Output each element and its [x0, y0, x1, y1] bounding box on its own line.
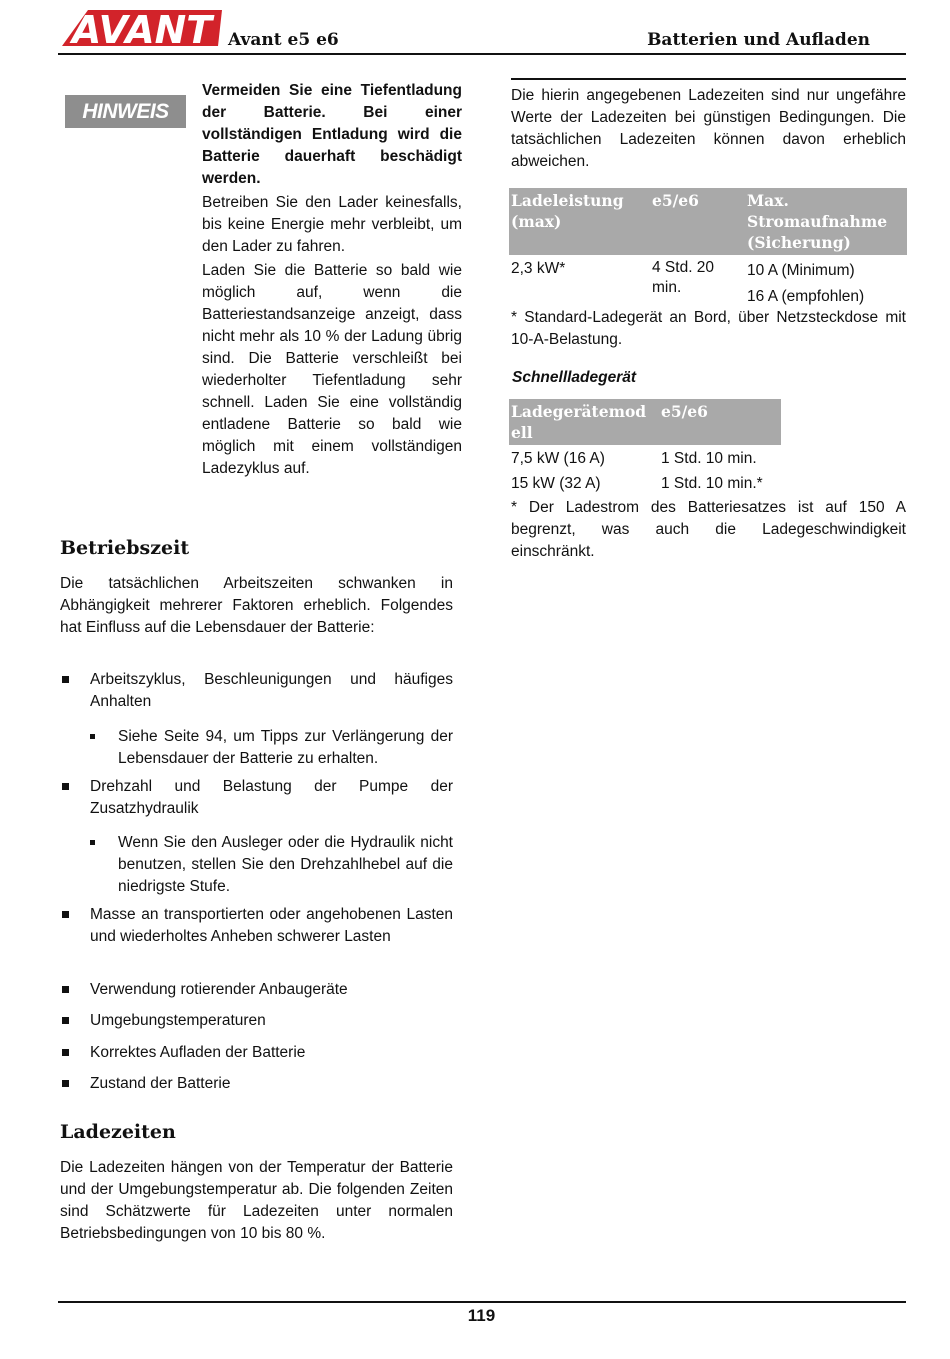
- table-header-row: [509, 188, 907, 255]
- bullet-list: [60, 669, 453, 713]
- hinweis-badge: HINWEIS: [65, 95, 186, 128]
- ladezeiten-text: Die Ladezeiten hängen von der Temperatur der Batterie und der Umgebungstemperatur ab. Die folgenden Zeiten sind Schätzwerte für Ladezeiten unter normalen Betriebsbedingungen von 10 bis 80 %.: [60, 1159, 453, 1242]
- header-model: Avant e5 e6: [228, 30, 339, 50]
- table-header-cell: Ladegerätemod ell: [509, 399, 659, 445]
- brand-text: AVANT: [69, 8, 216, 48]
- footnote-2: * Der Ladestrom des Batteriesatzes ist auf 150 A begrenzt, was auch die Ladegeschwindigkeit einschränkt.: [511, 499, 906, 560]
- heading-ladezeiten: Ladezeiten: [60, 1121, 176, 1143]
- table-header-cell: Ladeleistung (max): [509, 188, 650, 255]
- sub-list-item: Siehe Seite 94, um Tipps zur Verlängerung der Lebensdauer der Batterie zu erhalten.: [60, 726, 453, 770]
- avant-logo: [58, 8, 228, 48]
- heading-betriebszeit: Betriebszeit: [60, 537, 190, 559]
- table-cell: 4 Std. 20 min.: [652, 259, 715, 296]
- list-item: Verwendung rotierender Anbaugeräte: [60, 979, 453, 1001]
- table-cell: 2,3 kW*: [511, 260, 566, 277]
- table-cell: 1 Std. 10 min.*: [661, 475, 763, 492]
- table-cell: 1 Std. 10 min.: [661, 450, 757, 467]
- footer-rule: [58, 1301, 906, 1303]
- bullet-list: [60, 1073, 453, 1095]
- table-row: [509, 471, 781, 496]
- bullet-list: [60, 1042, 453, 1064]
- footnote-1: * Standard-Ladegerät an Bord, über Netzsteckdose mit 10-A-Belastung.: [511, 309, 906, 348]
- page-number: 119: [467, 1306, 496, 1325]
- table-cell: [745, 255, 907, 312]
- table-row: [509, 445, 781, 471]
- table-cell: 15 kW (32 A): [511, 475, 601, 492]
- list-item: Arbeitszyklus, Beschleunigungen und häufiges Anhalten: [60, 669, 453, 713]
- table-header-cell: e5/e6: [650, 188, 745, 255]
- bullet-list: [60, 1010, 453, 1032]
- note-column: [202, 80, 462, 482]
- betriebszeit-intro: Die tatsächlichen Arbeitszeiten schwanken in Abhängigkeit mehrerer Faktoren erheblich. Folgendes hat Einfluss auf die Lebensdauer der Batterie:: [60, 575, 453, 636]
- table-cell: 7,5 kW (16 A): [511, 450, 605, 467]
- note-warning: Vermeiden Sie eine Tiefentladung der Batterie. Bei einer vollständigen Entladung wird die Batterie dauerhaft beschädigt werden.: [202, 82, 462, 187]
- note-para-1: Betreiben Sie den Lader keinesfalls, bis keine Energie mehr verbleibt, um den Lader zu fahren.: [202, 194, 462, 255]
- sub-list: [60, 726, 453, 770]
- header-rule: [58, 53, 906, 55]
- right-column-rule: [511, 78, 906, 80]
- table-header-cell: e5/e6: [659, 399, 781, 445]
- bullet-list: [60, 979, 453, 1001]
- table-cell-line: 10 A (Minimum): [747, 262, 855, 279]
- sub-list-item: Wenn Sie den Ausleger oder die Hydraulik nicht benutzen, stellen Sie den Drehzahlhebel auf die niedrigste Stufe.: [60, 832, 453, 898]
- fast-charger-table: [509, 399, 781, 496]
- list-item: Drehzahl und Belastung der Pumpe der Zusatzhydraulik: [60, 776, 453, 820]
- table-header-cell: Max. Stromaufnahme (Sicherung): [745, 188, 907, 255]
- list-item: Korrektes Aufladen der Batterie: [60, 1042, 453, 1064]
- table-cell-line: 16 A (empfohlen): [747, 288, 865, 305]
- table-header-row: [509, 399, 781, 445]
- header-section: Batterien und Aufladen: [647, 30, 870, 50]
- list-item: Umgebungstemperaturen: [60, 1010, 453, 1032]
- note-para-2: Laden Sie die Batterie so bald wie möglich auf, wenn die Batteriestandsanzeige anzeigt, dass nicht mehr als 10 % der Ladung übrig sind. Die Batterie verschleißt bei wiederholter Tiefentladung sehr schnell. Laden Sie eine vollständig entladene Batterie so bald wie möglich mit einem vollständigen Ladezyklus auf.: [202, 262, 462, 477]
- list-item: Masse an transportierten oder angehobenen Lasten und wiederholtes Anheben schwerer Lasten: [60, 904, 453, 948]
- bullet-list: [60, 776, 453, 820]
- bullet-list: [60, 904, 453, 948]
- list-item: Zustand der Batterie: [60, 1073, 453, 1095]
- table-row: [509, 255, 907, 312]
- sub-list: [60, 832, 453, 898]
- right-intro: Die hierin angegebenen Ladezeiten sind nur ungefähre Werte der Ladezeiten bei günstigen Bedingungen. Die tatsächlichen Ladezeiten können davon erheblich abweichen.: [511, 87, 906, 170]
- charge-time-table: [509, 188, 907, 312]
- subheading-schnellladegeraet: Schnellladegerät: [512, 369, 637, 386]
